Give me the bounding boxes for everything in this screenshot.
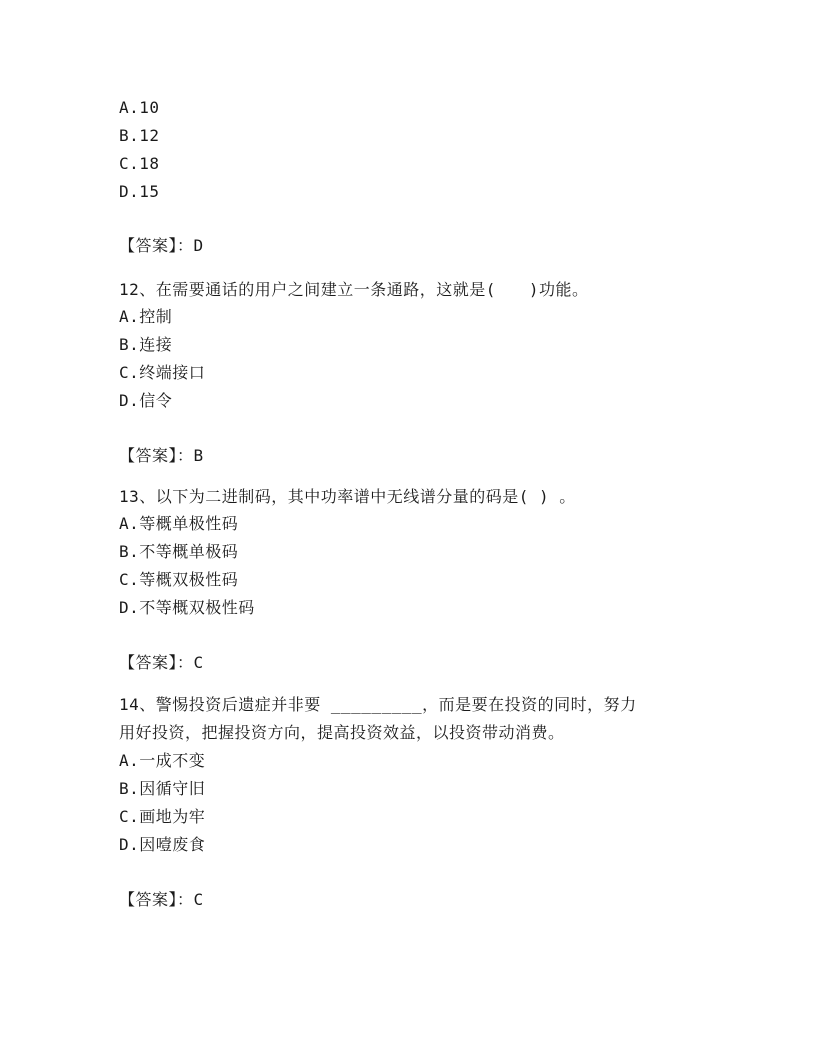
option-c: C.18 (119, 154, 160, 173)
option-c: C.画地为牢 (119, 807, 206, 826)
option-b: B.不等概单极码 (119, 542, 239, 561)
option-a: A.10 (119, 98, 160, 117)
question-text: 13、以下为二进制码，其中功率谱中无线谱分量的码是( ) 。 (119, 487, 576, 506)
option-a: A.一成不变 (119, 751, 206, 770)
option-b: B.连接 (119, 335, 173, 354)
answer-line: 【答案】：B (119, 446, 204, 465)
option-c: C.终端接口 (119, 363, 206, 382)
option-c: C.等概双极性码 (119, 570, 239, 589)
option-d: D.不等概双极性码 (119, 598, 255, 617)
answer-line: 【答案】：C (119, 653, 204, 672)
option-a: A.等概单极性码 (119, 514, 239, 533)
option-d: D.因噎废食 (119, 835, 206, 854)
answer-line: 【答案】：C (119, 890, 204, 909)
option-a: A.控制 (119, 307, 173, 326)
question-text-line-1: 14、警惕投资后遗症并非要 _________，而是要在投资的同时，努力 (119, 695, 637, 714)
question-text-line-2: 用好投资，把握投资方向，提高投资效益，以投资带动消费。 (119, 723, 565, 742)
question-text: 12、在需要通话的用户之间建立一条通路，这就是( )功能。 (119, 280, 589, 299)
option-d: D.信令 (119, 391, 173, 410)
option-b: B.12 (119, 126, 160, 145)
answer-line: 【答案】：D (119, 236, 204, 255)
option-d: D.15 (119, 182, 160, 201)
option-b: B.因循守旧 (119, 779, 206, 798)
